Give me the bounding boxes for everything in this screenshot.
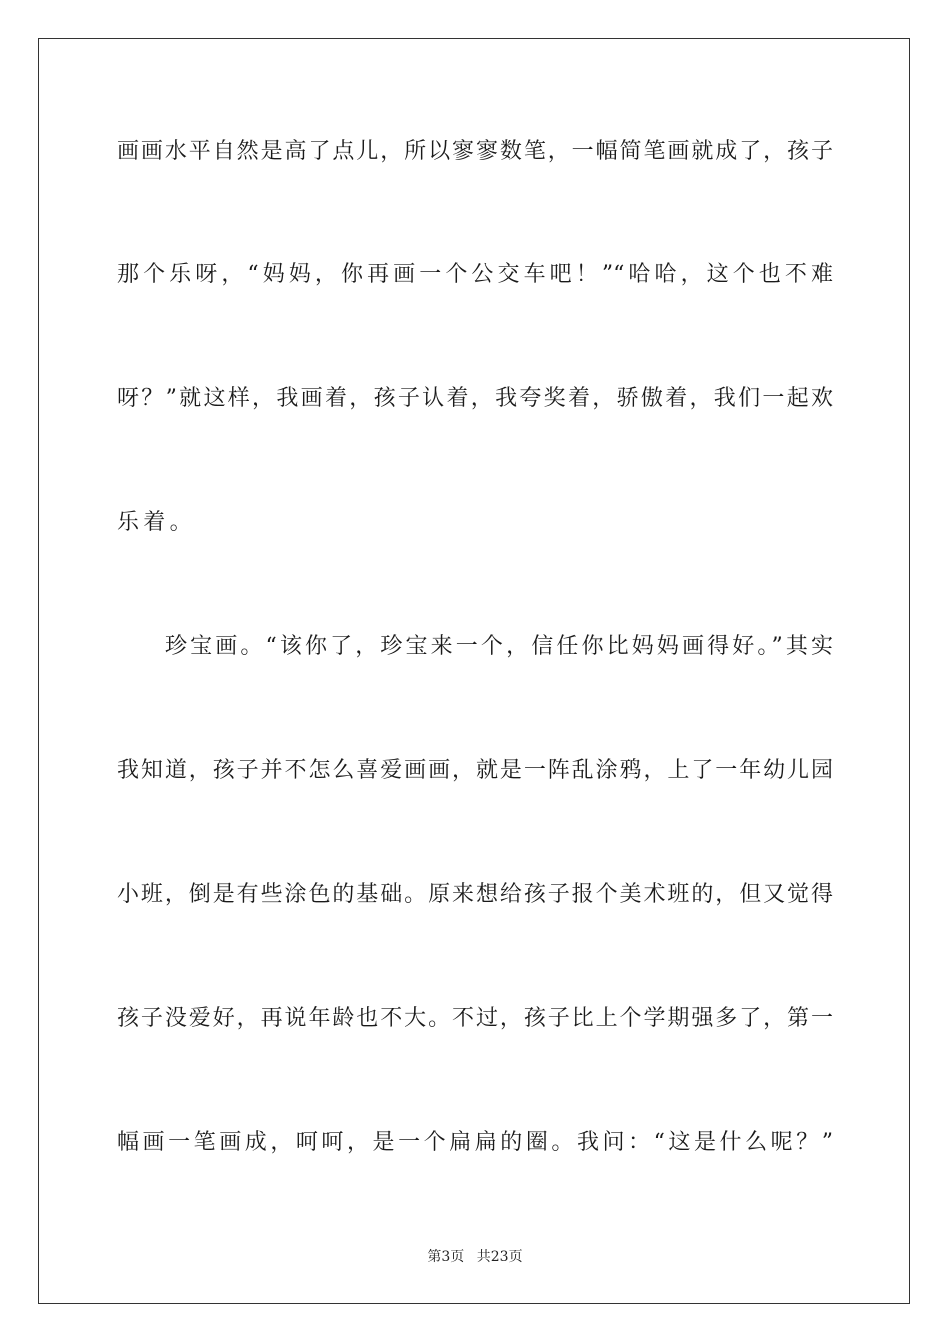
paragraph-line-4: 乐着。: [117, 510, 196, 535]
paragraph-line-7: 小班，倒是有些涂色的基础。原来想给孩子报个美术班的，但又觉得: [117, 882, 833, 907]
paragraph-line-6: 我知道，孩子并不怎么喜爱画画，就是一阵乱涂鸦，上了一年幼儿园: [117, 758, 833, 783]
paragraph-line-3: 呀？”就这样，我画着，孩子认着，我夸奖着，骄傲着，我们一起欢: [117, 386, 833, 411]
paragraph-line-5: 珍宝画。“该你了，珍宝来一个，信任你比妈妈画得好。”其实: [165, 634, 833, 659]
paragraph-line-9: 幅画一笔画成，呵呵，是一个扁扁的圈。我问：“这是什么呢？”: [117, 1130, 833, 1155]
page-number: 第3页: [427, 1249, 465, 1265]
paragraph-line-8: 孩子没爱好，再说年龄也不大。不过，孩子比上个学期强多了，第一: [117, 1006, 833, 1031]
page-total: 共23页: [476, 1249, 523, 1265]
page-border: [38, 38, 910, 1304]
page-footer: [0, 1248, 950, 1266]
paragraph-line-2: 那个乐呀，“妈妈，你再画一个公交车吧！”“哈哈，这个也不难: [117, 262, 833, 287]
paragraph-line-1: 画画水平自然是高了点儿，所以寥寥数笔，一幅简笔画就成了，孩子: [117, 139, 833, 164]
